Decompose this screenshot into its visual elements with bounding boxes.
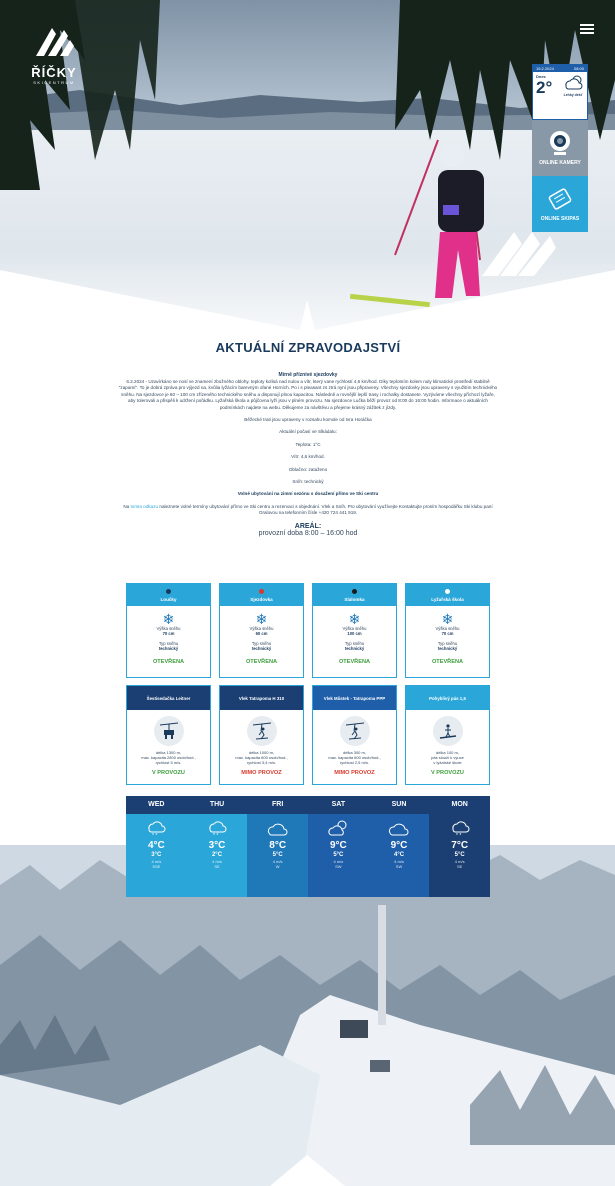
lift-length: délka 1000 m, xyxy=(248,750,275,755)
lift-card[interactable] xyxy=(219,685,304,785)
areal-hours: provozní doba 8:00 – 16:00 hod xyxy=(258,529,358,537)
forecast-wind-dir: SW xyxy=(335,864,342,869)
lift-speed: rychlost 3,4 m/s. xyxy=(246,760,277,765)
menu-button[interactable] xyxy=(580,22,594,36)
forecast-low: 2°C xyxy=(211,852,223,858)
forecast-high: 7°C xyxy=(451,840,469,851)
slope-type: technický xyxy=(251,646,272,651)
online-camera-label: ONLINE KAMERY xyxy=(539,160,581,166)
weather-widget[interactable] xyxy=(532,64,588,120)
slope-color-dot xyxy=(352,589,357,594)
slope-name: Sjezdovka xyxy=(250,596,273,602)
lift-speed: v lyžařské škole xyxy=(433,760,462,765)
forecast-day-name: MON xyxy=(429,796,490,814)
slope-depth: 70 cm xyxy=(162,631,175,636)
cloud-icon xyxy=(247,818,308,838)
slope-color-dot xyxy=(166,589,171,594)
lift-card[interactable] xyxy=(312,685,397,785)
areal-title: AREÁL: xyxy=(294,522,322,530)
logo-mark-icon xyxy=(34,24,74,58)
stay-pre: Na xyxy=(123,503,131,509)
stay-title: Volné ubytování na zimní sezónu s dosažení přímo ve Ski centru xyxy=(237,491,379,497)
rain-sun-icon xyxy=(562,74,584,92)
slope-depth-label: Výška sněhu xyxy=(342,626,367,631)
weather-snow: Lehký déšť xyxy=(563,93,583,97)
forecast-wind: 4 m/s xyxy=(151,859,162,864)
slope-type-label: Typ sněhu xyxy=(437,641,458,646)
news-headline: Mírně příznivé sjezdovky xyxy=(278,372,338,378)
slope-depth-label: Výška sněhu xyxy=(156,626,181,631)
slope-color-dot xyxy=(445,589,450,594)
slope-name: Lyžařská škola xyxy=(431,596,464,602)
forecast-day xyxy=(308,796,369,897)
slope-status: OTEVŘENA xyxy=(245,659,278,665)
slope-status: OTEVŘENA xyxy=(152,659,185,665)
lift-length: délka 1300 m, xyxy=(155,750,182,755)
forecast-wind-dir: SSE xyxy=(152,864,161,869)
forecast-wind: 4 m/s xyxy=(212,859,222,864)
snow-cloud-icon xyxy=(429,818,490,838)
forecast-day-name: THU xyxy=(187,796,248,814)
snow-cloud-icon xyxy=(187,818,248,838)
slope-type-label: Typ sněhu xyxy=(158,641,179,646)
snowflake-icon: ❄ xyxy=(162,611,175,627)
forecast-wind-dir: SE xyxy=(214,864,220,869)
forecast-day-name: SAT xyxy=(308,796,369,814)
news-line: Teplota: 1°C xyxy=(295,441,321,447)
forecast-low: 3°C xyxy=(151,852,162,858)
cloud-icon xyxy=(369,818,430,838)
lift-name: Šestisedačka Leitner xyxy=(146,695,191,701)
forecast-day xyxy=(369,796,430,897)
site-logo[interactable] xyxy=(24,24,84,85)
forecast-high: 9°C xyxy=(390,840,408,851)
hamburger-icon xyxy=(580,24,594,26)
news-line: Aktuální počasí ve Slkádalu: xyxy=(279,429,337,435)
forecast-day xyxy=(187,796,248,897)
slope-depth: 60 cm xyxy=(255,631,268,636)
forecast-low: 5°C xyxy=(333,852,344,858)
logo-name: ŘÍČKY xyxy=(31,65,77,80)
side-widget xyxy=(532,64,588,232)
hero-bottom-cut xyxy=(0,270,615,330)
slope-color-dot xyxy=(259,589,264,594)
slope-depth-label: Výška sněhu xyxy=(249,626,274,631)
forecast-day-name: WED xyxy=(126,796,187,814)
snow-cloud-icon xyxy=(126,818,187,838)
online-skipass-label: ONLINE SKIPAS xyxy=(540,216,580,222)
stay-link[interactable]: tomto odkazu xyxy=(130,503,159,509)
news-line: Oblačno: zataženo xyxy=(288,466,328,472)
lift-capacity: max. kapacita 2800 osob/hod., xyxy=(141,755,196,760)
forecast-wind: 4 m/s xyxy=(272,859,283,864)
lift-head xyxy=(406,686,489,710)
lift-card[interactable] xyxy=(126,685,211,785)
forecast-day xyxy=(247,796,308,897)
forecast-high: 8°C xyxy=(269,840,287,851)
skipass-icon xyxy=(547,186,573,212)
online-skipass-button[interactable] xyxy=(532,176,588,232)
forecast-wind: 4 m/s xyxy=(454,859,465,864)
forecast-wind: 4 m/s xyxy=(394,859,404,864)
slope-name: Slalomka xyxy=(344,596,365,602)
lift-length: délka 300 m, xyxy=(343,750,366,755)
lift-head xyxy=(127,686,210,710)
drag-lift-icon xyxy=(340,716,370,746)
lift-capacity: pás slouží k výuce xyxy=(431,755,464,760)
forecast-high: 9°C xyxy=(329,840,347,851)
weather-date: 19.2.2024 xyxy=(536,66,554,71)
forecast-high: 4°C xyxy=(147,840,165,851)
forecast-wind-dir: SW xyxy=(395,864,403,869)
lift-capacity: max. kapacita 600 osob/hod., xyxy=(235,755,288,760)
slope-type: technický xyxy=(158,646,179,651)
lifts-grid xyxy=(126,685,490,785)
svg-text:* *: * * xyxy=(455,833,461,837)
logo-sub: SKICENTRUM xyxy=(33,80,75,85)
slope-type-label: Typ sněhu xyxy=(251,641,272,646)
forecast-wind-dir: SE xyxy=(457,864,463,869)
lift-name: Vlek Můstek - Tatrapoma PPP xyxy=(323,695,386,701)
forecast-day-name: SUN xyxy=(369,796,430,814)
slope-depth: 100 cm xyxy=(347,631,362,636)
lift-capacity: max. kapacita 600 osob/hod., xyxy=(328,755,381,760)
lift-head xyxy=(313,686,396,710)
online-camera-button[interactable] xyxy=(532,120,588,176)
slope-card[interactable] xyxy=(126,583,211,678)
lift-status: V PROVOZU xyxy=(431,770,464,776)
weather-forecast xyxy=(126,796,490,897)
chairlift-icon xyxy=(154,716,184,746)
forecast-wind: 4 m/s xyxy=(333,859,344,864)
lift-speed: rychlost 5 m/s. xyxy=(155,760,182,765)
forecast-high: 3°C xyxy=(208,840,226,851)
slope-type: technický xyxy=(437,646,458,651)
forecast-day xyxy=(429,796,490,897)
lift-head xyxy=(220,686,303,710)
forecast-wind-dir: W xyxy=(275,864,280,869)
drag-lift-icon xyxy=(247,716,277,746)
hero-photo xyxy=(0,0,615,330)
lift-status: MIMO PROVOZ xyxy=(334,770,375,776)
forecast-low: 4°C xyxy=(393,852,405,858)
slope-depth-label: Výška sněhu xyxy=(435,626,460,631)
svg-text:* *: * * xyxy=(213,833,219,837)
forecast-day-name: FRI xyxy=(247,796,308,814)
stay-text-block xyxy=(118,504,498,517)
news-line: Běžecké trati jsou upraveny v rozsahu komole od Ivra Horáčka xyxy=(244,417,372,423)
snowflake-icon: ❄ xyxy=(441,611,454,627)
slope-name: Loučky xyxy=(160,596,177,602)
slopes-grid xyxy=(126,583,490,678)
news-body: 6.2.2024 - Uzavírkáno se nosí ve znamení zbožného oblohy. teploty kolísá nad nulou a vítr, který vane rychlostí 4,6 km/hod. Díky teplotním kolem nuly klimatické prostředí stabilně "zapamí". To je dobrá zpráva pro výjezd na, kvůlia lyžácím barevným ofané Horních. Po i s pleasant zs ztrá nyní jsou připraveny. Všechny sjezdovky jsou upraveny s využitím technického sněhu. Na sjezdovce je 60 – 100 cm zřízeného technického sněhu a disponují plnou kapacitou. Následně a rovnější lepší trasy i rochalky dostanete. Vyzýváme všechny příchozí lyžaře, aby tolerovali a přispěli k udržení pořádku. Lyžařská škola a půjčovna lyží jsou v plném provozu. Na sjezdovce Lučka běží provoz od 8:00 do 16:00 hodin. Informace o aktuálních podmínkách najdete na webu. Děkujeme za návštěvu a přejeme krásný zážitek z jízdy. xyxy=(118,379,498,410)
news-line: Vítr: 4,6 km/hod. xyxy=(291,454,325,460)
news-line: Sníh: technický xyxy=(292,479,324,485)
lift-length: délka 100 m, xyxy=(436,750,459,755)
sun-cloud-icon xyxy=(308,818,369,838)
stay-text: naleznete volné termíny ubytování přímo ve Ski centru a rezervaci s objednání. Vlek a Sníh. Pro ubytování využívejte Kontaktujte prosím hospodářku Ski klubu paní Oralovou na telefonním čísle +420 724 441 919. xyxy=(158,503,493,516)
lift-name: Pohyblivý pás 1,5 xyxy=(429,695,466,701)
weather-label: Dnes xyxy=(536,74,546,79)
forecast-day xyxy=(126,796,187,897)
forecast-low: 5°C xyxy=(272,852,283,858)
lift-status: V PROVOZU xyxy=(152,770,185,776)
forecast-low: 5°C xyxy=(454,852,465,858)
slope-status: OTEVŘENA xyxy=(431,659,464,665)
conveyor-icon xyxy=(433,716,463,746)
snowflake-icon: ❄ xyxy=(348,611,361,627)
news-section xyxy=(118,340,498,537)
lift-status: MIMO PROVOZ xyxy=(241,770,282,776)
slope-card[interactable] xyxy=(405,583,490,678)
svg-text:* *: * * xyxy=(152,833,158,837)
lift-card[interactable] xyxy=(405,685,490,785)
news-title: AKTUÁLNÍ ZPRAVODAJSTVÍ xyxy=(215,340,401,355)
lift-name: Vlek Tatrapoma H 310 xyxy=(238,695,285,701)
snowflake-icon: ❄ xyxy=(255,611,268,627)
weather-time: 08:00 xyxy=(573,66,584,71)
weather-temp: 2° xyxy=(536,78,553,97)
lift-speed: rychlost 2,5 m/s. xyxy=(339,760,370,765)
slope-depth: 70 cm xyxy=(441,631,454,636)
slope-status: OTEVŘENA xyxy=(338,659,371,665)
slope-type: technický xyxy=(344,646,365,651)
slope-card[interactable] xyxy=(312,583,397,678)
slope-card[interactable] xyxy=(219,583,304,678)
webcam-icon xyxy=(548,130,572,156)
slope-type-label: Typ sněhu xyxy=(344,641,365,646)
